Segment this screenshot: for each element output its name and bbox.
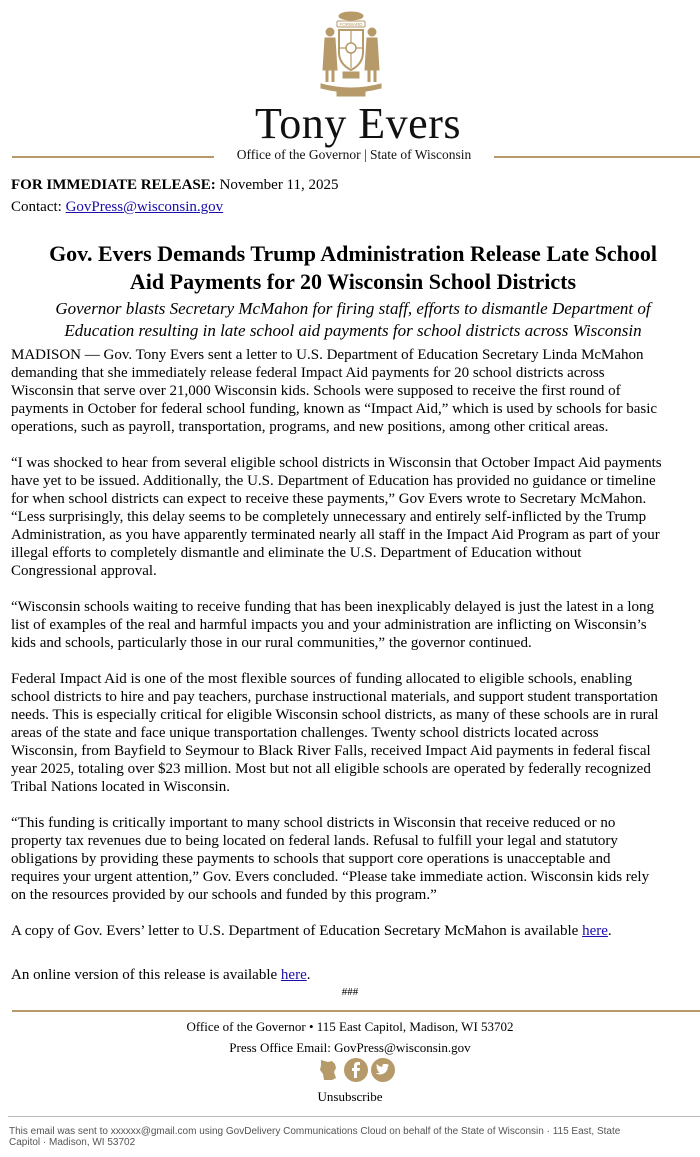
paragraph-1 [11,346,700,436]
body-line: requires your urgent attention,” Gov. Evers concluded. “Please take immediate action. Wisconsin kids rely [11,869,650,885]
release-body [11,346,700,1002]
online-here-link[interactable]: here [280,967,307,983]
body-line: Congressional approval. [11,563,157,579]
office-line: Office of the Governor | State of Wisconsin [236,147,472,162]
delivery-note: This email was sent to xxxxxx@gmail.com using GovDelivery Communications Cloud on behalf of the State of Wisconsin · 115 East, State Capitol · Madison, WI 53702 [9,1126,621,1148]
body-line: year 2025, totaling over $23 million. Most but not all eligible schools are operated by federally recognized [11,761,651,777]
body-line: Wisconsin that serve over 21,000 Wisconsin kids. Schools were supposed to receive the first round of [11,383,621,399]
headline [8,240,698,296]
governor-name: Tony Evers [255,99,461,148]
body-line: demanding that she immediately release federal Impact Aid payments for 20 school districts across [11,365,605,381]
body-line: illegal efforts to completely dismantle and eliminate the U.S. Department of Education without [11,545,582,561]
office-address: Office of the Governor • 115 East Capitol, Madison, WI 53702 [186,1019,514,1034]
subheadline [8,298,698,342]
body-line: for when school districts can expect to receive these payments,” Gov Evers wrote to Secretary McMahon. [11,491,647,507]
body-line: MADISON — Gov. Tony Evers sent a letter to U.S. Department of Education Secretary Linda McMahon [11,347,644,363]
body-line: kids and schools, particularly those in our rural communities,” the governor continued. [11,635,532,651]
header [0,0,700,165]
body-line: payments in October for federal school funding, known as “Impact Aid,” which is used by schools for basic [11,401,658,417]
paragraph-4 [11,670,700,796]
release-line [11,174,339,196]
body-line: obligations by providing these payments to schools that support core operations is unacceptable and [11,851,611,867]
subheadline-line: Governor blasts Secretary McMahon for firing staff, efforts to dismantle Department of [55,299,651,318]
body-line: Tribal Nations located in Wisconsin. [11,779,230,795]
header-divider-right [494,156,700,158]
body-line: operations, such as payroll, transportation, programs, and new positions, among other critical areas. [11,419,609,435]
body-line: “I was shocked to hear from several eligible school districts in Wisconsin that October Impact Aid payments [11,455,662,471]
paragraph-2 [11,454,700,580]
online-period: . [306,967,311,983]
letter-text: A copy of Gov. Evers’ letter to U.S. Department of Education Secretary McMahon is available [11,923,583,939]
body-line: on the resources provided by our schools and funded by this program.” [11,887,437,903]
contact-label: Contact: [11,199,62,215]
unsubscribe-wrapper [0,1089,700,1105]
facebook-icon[interactable] [344,1058,368,1082]
wisconsin-seal-icon [313,8,389,100]
paragraph-5 [11,814,700,904]
seal-banner-text: FORWARD [339,22,363,27]
paragraph-3 [11,598,700,652]
header-divider-left [12,156,214,158]
body-line: areas of the state and face unique transportation challenges. Twenty school districts located across [11,725,599,741]
subheadline-line: Education resulting in late school aid payments for school districts across Wisconsin [64,321,642,340]
social-links [317,1057,395,1083]
body-line: list of examples of the real and harmful impacts you and your administration are inflicting on Wisconsin’s [11,617,647,633]
end-marker: ### [341,986,359,998]
letter-period: . [607,923,612,939]
release-date: November 11, 2025 [219,177,339,193]
body-line: school districts to hire and pay teachers, purchase instructional materials, and support student transportation [11,689,658,705]
online-text: An online version of this release is available [11,967,281,983]
release-meta [11,174,339,218]
body-line: “Wisconsin schools waiting to receive funding that has been inexplicably delayed is just the latest in a long [11,599,654,615]
body-line: have yet to be issued. Additionally, the U.S. Department of Education has provided no guidance or timeline [11,473,656,489]
body-line: “Less surprisingly, this delay seems to be completely unnecessary and entirely self-inflicted by the Trump [11,509,647,525]
body-line: Federal Impact Aid is one of the most flexible sources of funding allocated to eligible schools, enabling [11,671,633,687]
letter-here-link[interactable]: here [582,923,608,939]
body-line: needs. This is especially critical for eligible Wisconsin school districts, as many of these schools are in rural [11,707,659,723]
press-email: Press Office Email: GovPress@wisconsin.gov [229,1040,471,1055]
letter-paragraph [11,922,700,940]
body-line: property tax revenues due to being located on federal lands. Refusal to fulfill your legal and statutory [11,833,618,849]
contact-line [11,196,339,218]
body-line: “This funding is critically important to many school districts in Wisconsin that receive reduced or no [11,815,616,831]
bottom-divider [8,1116,700,1117]
body-line: Wisconsin, from Bayfield to Seymour to Black River Falls, received Impact Aid payments in federal fiscal [11,743,651,759]
twitter-icon[interactable] [371,1058,395,1082]
headline-line: Gov. Evers Demands Trump Administration Release Late School [49,241,657,266]
contact-email-link[interactable]: GovPress@wisconsin.gov [65,199,224,215]
release-label: FOR IMMEDIATE RELEASE: [11,177,216,193]
footer-address-block [0,1016,700,1058]
headline-line: Aid Payments for 20 Wisconsin School Districts [129,269,577,294]
unsubscribe-link[interactable]: Unsubscribe [317,1089,383,1104]
online-paragraph [11,966,700,984]
footer-divider [12,1010,700,1012]
body-line: Administration, as you have apparently terminated nearly all staff in the Impact Aid Program as part of your [11,527,660,543]
wisconsin-state-icon[interactable] [317,1058,341,1082]
